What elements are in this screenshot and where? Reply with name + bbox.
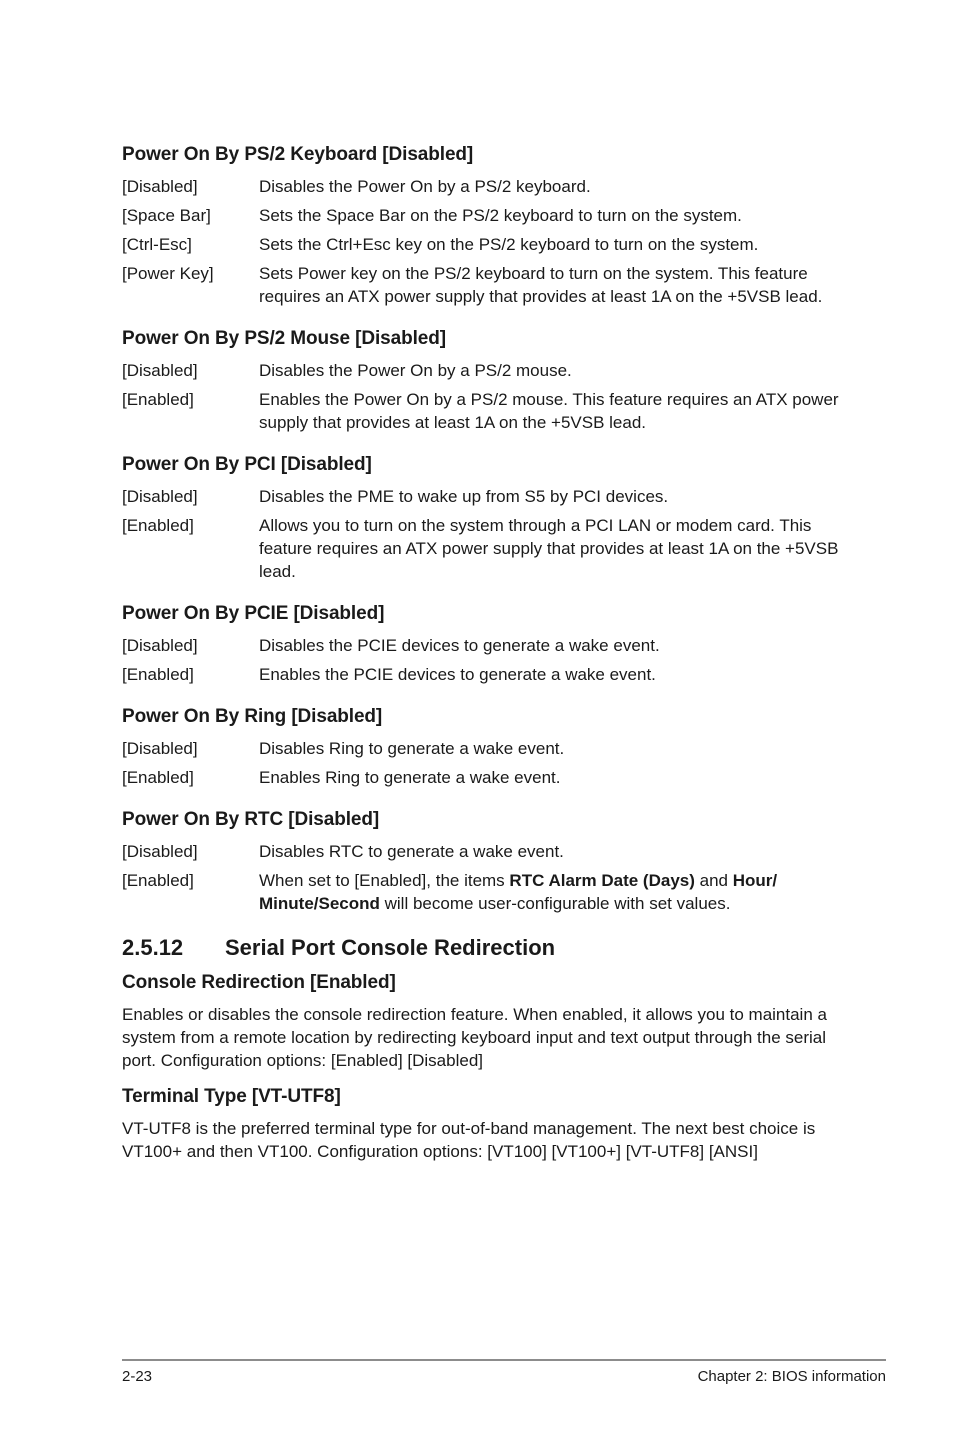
section-rtc	[122, 808, 842, 915]
option-row	[122, 663, 842, 686]
option-key: [Disabled]	[122, 842, 198, 861]
option-row	[122, 840, 842, 863]
desc-text: When set to [Enabled], the items	[259, 871, 510, 890]
option-desc: Disables the Power On by a PS/2 keyboard.	[259, 177, 591, 196]
heading-title: Serial Port Console Redirection	[225, 935, 556, 960]
section-title: Power On By PCI [Disabled]	[122, 454, 372, 475]
section-title: Power On By PS/2 Keyboard [Disabled]	[122, 144, 474, 165]
option-desc: Sets the Ctrl+Esc key on the PS/2 keyboard to turn on the system.	[259, 235, 759, 254]
section-terminal-type	[122, 1085, 842, 1163]
section-title: Power On By PCIE [Disabled]	[122, 603, 385, 624]
section-console-redirection	[122, 971, 842, 1072]
section-pcie	[122, 602, 842, 686]
option-list	[122, 840, 842, 915]
option-row	[122, 485, 842, 508]
option-list	[122, 359, 842, 434]
page-content	[122, 143, 842, 1176]
desc-bold-term: Hour/ Minute/Second	[259, 871, 778, 913]
option-key: [Enabled]	[122, 871, 194, 890]
section-title: Terminal Type [VT-UTF8]	[122, 1086, 341, 1107]
option-desc: Sets the Space Bar on the PS/2 keyboard to turn on the system.	[259, 206, 742, 225]
option-desc: Disables the PCIE devices to generate a wake event.	[259, 636, 660, 655]
section-ps2-keyboard	[122, 143, 842, 308]
option-row	[122, 175, 842, 198]
option-row	[122, 204, 842, 227]
footer-divider	[122, 1359, 886, 1361]
section-title: Power On By Ring [Disabled]	[122, 706, 383, 727]
option-list	[122, 634, 842, 686]
option-list	[122, 175, 842, 308]
chapter-heading	[122, 934, 842, 962]
option-key: [Disabled]	[122, 739, 198, 758]
desc-text: and	[694, 871, 733, 890]
option-key: [Disabled]	[122, 361, 198, 380]
option-key: [Enabled]	[122, 665, 194, 684]
option-row	[122, 869, 842, 915]
option-row	[122, 766, 842, 789]
section-ps2-mouse	[122, 327, 842, 434]
section-pci	[122, 453, 842, 583]
option-row	[122, 737, 842, 760]
section-body: Enables or disables the console redirection feature. When enabled, it allows you to maintain a system from a remote location by redirecting keyboard input and text output through the serial port. Configuration options: [Enabled] [Disabled]	[122, 1005, 827, 1070]
option-desc: Sets Power key on the PS/2 keyboard to turn on the system. This feature requires an ATX power supply that provides at least 1A on the +5VSB lead.	[259, 264, 823, 306]
heading-number: 2.5.12	[122, 935, 184, 960]
option-desc: Disables RTC to generate a wake event.	[259, 842, 564, 861]
option-desc: Allows you to turn on the system through a PCI LAN or modem card. This feature requires an ATX power supply that provides at least 1A on the +5VSB lead.	[259, 516, 839, 581]
option-key: [Enabled]	[122, 516, 194, 535]
option-key: [Space Bar]	[122, 206, 211, 225]
option-key: [Disabled]	[122, 177, 198, 196]
option-key: [Disabled]	[122, 636, 198, 655]
option-row	[122, 359, 842, 382]
option-row	[122, 634, 842, 657]
option-row	[122, 233, 842, 256]
desc-text: will become user-configurable with set values.	[379, 894, 731, 913]
option-desc: Disables Ring to generate a wake event.	[259, 739, 565, 758]
desc-bold-term: RTC Alarm Date (Days)	[509, 871, 695, 890]
section-title: Power On By PS/2 Mouse [Disabled]	[122, 328, 446, 349]
option-desc: Disables the PME to wake up from S5 by PCI devices.	[259, 487, 669, 506]
section-ring	[122, 705, 842, 789]
page-number: 2-23	[122, 1368, 153, 1385]
option-list	[122, 737, 842, 789]
option-key: [Power Key]	[122, 264, 214, 283]
option-key: [Disabled]	[122, 487, 198, 506]
option-desc: Disables the Power On by a PS/2 mouse.	[259, 361, 572, 380]
option-list	[122, 485, 842, 583]
option-row	[122, 388, 842, 434]
section-title: Console Redirection [Enabled]	[122, 972, 396, 993]
option-desc	[259, 869, 842, 915]
option-key: [Enabled]	[122, 768, 194, 787]
option-key: [Ctrl-Esc]	[122, 235, 192, 254]
option-desc: Enables Ring to generate a wake event.	[259, 768, 561, 787]
chapter-label: Chapter 2: BIOS information	[697, 1368, 886, 1385]
option-key: [Enabled]	[122, 390, 194, 409]
option-row	[122, 514, 842, 583]
section-title: Power On By RTC [Disabled]	[122, 809, 380, 830]
option-desc: Enables the Power On by a PS/2 mouse. This feature requires an ATX power supply that provides at least 1A on the +5VSB lead.	[259, 390, 839, 432]
section-body: VT-UTF8 is the preferred terminal type for out-of-band management. The next best choice is VT100+ and then VT100. Configuration options: [VT100] [VT100+] [VT-UTF8] [ANSI]	[122, 1119, 816, 1161]
option-desc: Enables the PCIE devices to generate a wake event.	[259, 665, 656, 684]
option-row	[122, 262, 842, 308]
